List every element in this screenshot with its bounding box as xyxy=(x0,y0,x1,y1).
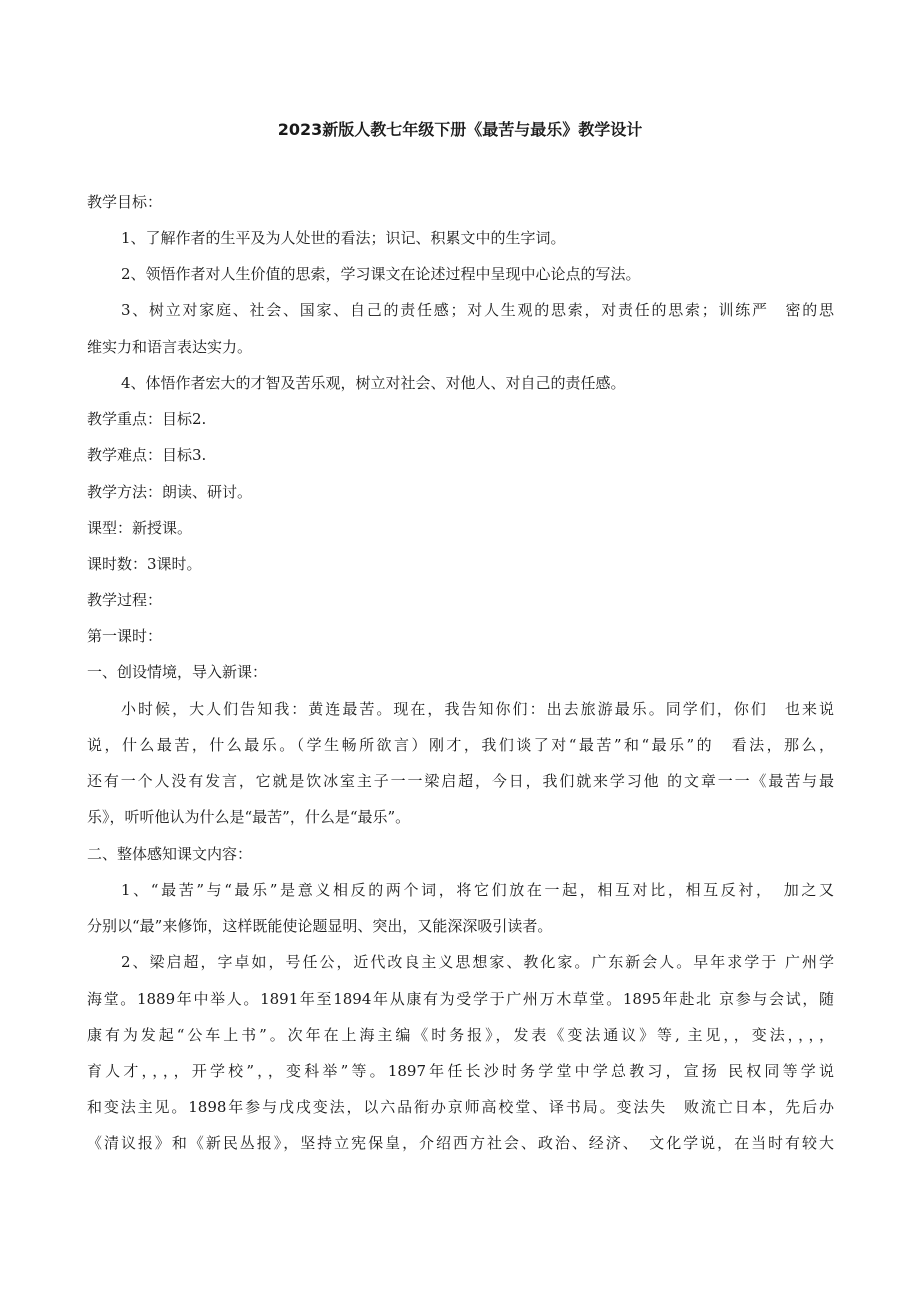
lesson-type: 课型：新授课。 xyxy=(87,519,193,537)
section2-line: 海堂。1889年中举人。1891年至1894年从康有为受学于广州万木草堂。1895年赴北 京参与会试，随 xyxy=(87,990,834,1008)
document-title: 2023新版人教七年级下册《最苦与最乐》教学设计 xyxy=(277,120,643,139)
section2-heading: 二、整体感知课文内容： xyxy=(87,845,253,863)
key-point: 教学重点：目标2. xyxy=(87,410,207,428)
teaching-method: 教学方法：朗读、研讨。 xyxy=(87,483,253,501)
section2-line: 康有为发起“公车上书”。次年在上海主编《时务报》，发表《变法通议》等, 主见，，变法，，，， xyxy=(87,1026,834,1044)
objective-1: 1、了解作者的生平及为人处世的看法；识记、积累文中的生字词。 xyxy=(121,229,566,247)
process-heading: 教学过程： xyxy=(87,591,163,609)
section2-line: 《清议报》和《新民丛报》，坚持立宪保皇，介绍西方社会、政治、经济、 文化学说，在当时有较大 xyxy=(87,1134,834,1152)
section2-line: 2、梁启超，字卓如，号任公，近代改良主义思想家、教化家。广东新会人。早年求学于 广州学 xyxy=(121,953,834,971)
section2-line: 分别以“最”来修饰，这样既能使论题显明、突出，又能深深吸引读者。 xyxy=(87,917,553,935)
first-lesson-heading: 第一课时： xyxy=(87,627,163,645)
objective-2: 2、领悟作者对人生价值的思索，学习课文在论述过程中呈现中心论点的写法。 xyxy=(121,265,641,283)
objective-3: 3、树立对家庭、社会、国家、自己的责任感；对人生观的思索，对责任的思索；训练严 密的思 xyxy=(121,301,834,319)
objective-4: 4、体悟作者宏大的才智及苦乐观，树立对社会、对他人、对自己的责任感。 xyxy=(121,374,626,392)
section1-line: 说，什么最苦，什么最乐。（学生畅所欲言）刚才，我们谈了对“最苦”和“最乐”的 看法，那么， xyxy=(87,736,834,754)
section2-line: 育人才，，，，开学校”，，变科举”等。1897年任长沙时务学堂中学总教习，宣扬 民权同等学说 xyxy=(87,1062,834,1080)
section1-line: 小时候，大人们告知我：黄连最苦。现在，我告知你们：出去旅游最乐。同学们，你们 也来说 xyxy=(121,700,834,718)
objective-3-continued: 维实力和语言表达实力。 xyxy=(87,338,253,356)
section2-line: 和变法主见。1898年参与戊戌变法，以六品衔办京师高校堂、译书局。变法失 败流亡日本，先后办 xyxy=(87,1098,834,1116)
difficulty: 教学难点：目标3. xyxy=(87,446,207,464)
section2-line: 1、“最苦”与“最乐”是意义相反的两个词，将它们放在一起，相互对比，相互反衬， 加之又 xyxy=(121,881,834,899)
section1-line: 乐》，听听他认为什么是“最苦”，什么是“最乐”。 xyxy=(87,808,411,826)
objectives-heading: 教学目标： xyxy=(87,193,163,211)
section1-heading: 一、创设情境，导入新课： xyxy=(87,663,268,681)
lesson-hours: 课时数：3课时。 xyxy=(87,555,202,573)
section1-line: 还有一个人没有发言，它就是饮冰室主子一一梁启超，今日，我们就来学习他 的文章一一《最苦与最 xyxy=(87,772,834,790)
